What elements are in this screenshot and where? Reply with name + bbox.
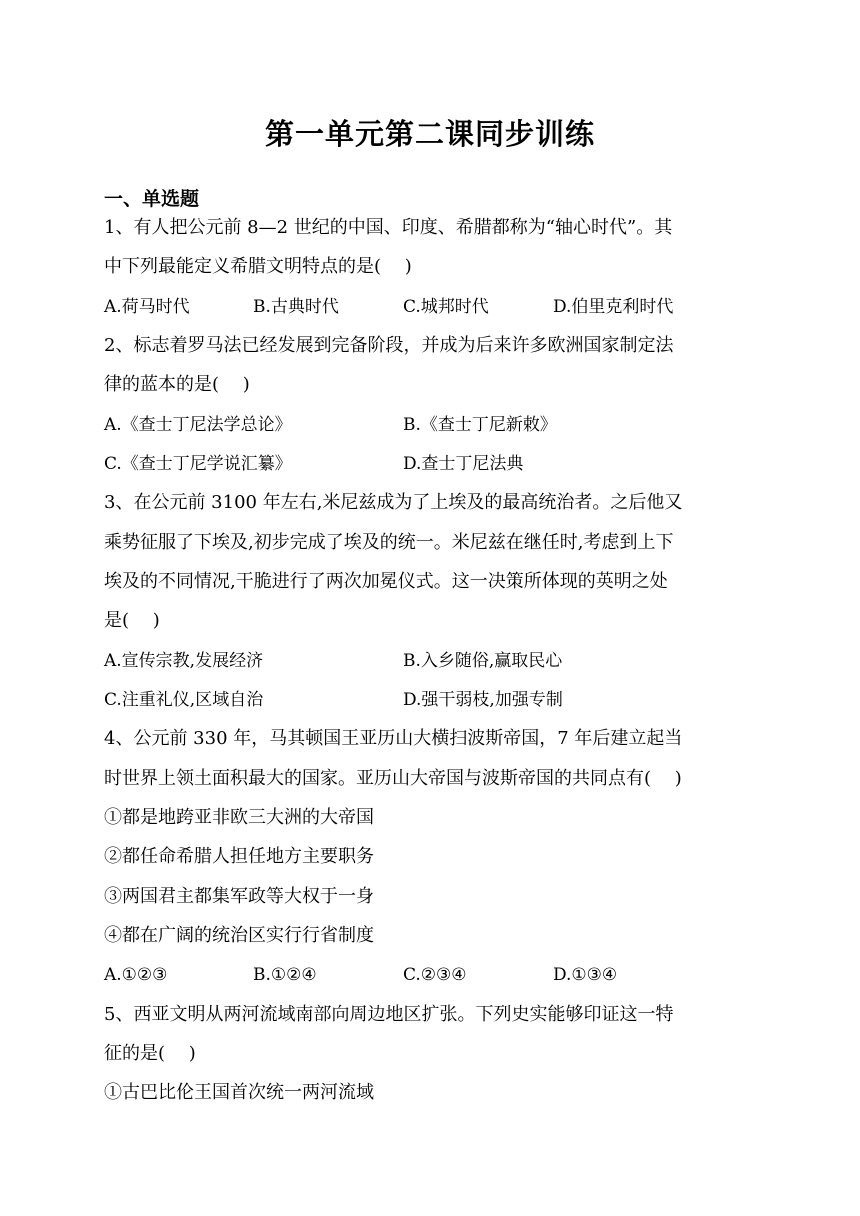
question-4-statement-3: ③两国君主都集军政等大权于一身 <box>104 886 374 907</box>
question-4-line-1: 4、公元前 330 年，马其顿国王亚历山大横扫波斯帝国，7 年后建立起当 <box>104 728 683 749</box>
question-2-option-d: D.查士丁尼法典 <box>403 454 524 474</box>
question-5-line-2: 征的是( ) <box>104 1043 196 1064</box>
question-4-option-a: A.①②③ <box>104 965 168 985</box>
question-3-line-2: 乘势征服了下埃及,初步完成了埃及的统一。米尼兹在继任时,考虑到上下 <box>104 532 674 553</box>
section-heading: 一、单选题 <box>104 188 200 210</box>
question-3-option-b: B.入乡随俗,赢取民心 <box>403 651 563 671</box>
question-1-option-d: D.伯里克利时代 <box>553 297 674 317</box>
question-2-option-b: B.《查士丁尼新敕》 <box>403 415 557 435</box>
question-2-line-1: 2、标志着罗马法已经发展到完备阶段，并成为后来许多欧洲国家制定法 <box>104 335 674 356</box>
question-1-option-c: C.城邦时代 <box>403 297 489 317</box>
question-3-line-4: 是( ) <box>104 610 160 631</box>
question-4-option-b: B.①②④ <box>253 965 317 985</box>
question-2-option-a: A.《查士丁尼法学总论》 <box>104 415 292 435</box>
question-2-option-c: C.《查士丁尼学说汇纂》 <box>104 454 292 474</box>
question-1-option-b: B.古典时代 <box>253 297 339 317</box>
question-3-option-a: A.宣传宗教,发展经济 <box>104 651 264 671</box>
question-4-statement-2: ②都任命希腊人担任地方主要职务 <box>104 846 374 867</box>
question-2-line-2: 律的蓝本的是( ) <box>104 374 250 395</box>
question-4-option-c: C.②③④ <box>403 965 467 985</box>
question-3-option-d: D.强干弱枝,加强专制 <box>403 690 563 710</box>
question-5-statement-1: ①古巴比伦王国首次统一两河流域 <box>104 1082 374 1103</box>
question-4-line-2: 时世界上领土面积最大的国家。亚历山大帝国与波斯帝国的共同点有( ) <box>104 768 682 789</box>
question-1-option-a: A.荷马时代 <box>104 297 190 317</box>
question-3-option-c: C.注重礼仪,区域自治 <box>104 690 264 710</box>
page-title: 第一单元第二课同步训练 <box>264 117 595 151</box>
question-5-line-1: 5、西亚文明从两河流域南部向周边地区扩张。下列史实能够印证这一特 <box>104 1004 674 1025</box>
question-1-line-2: 中下列最能定义希腊文明特点的是( ) <box>104 256 412 277</box>
question-4-option-d: D.①③④ <box>553 965 618 985</box>
question-1-line-1: 1、有人把公元前 8—2 世纪的中国、印度、希腊都称为“轴心时代”。其 <box>104 217 673 238</box>
question-4-statement-4: ④都在广阔的统治区实行行省制度 <box>104 925 374 946</box>
question-3-line-3: 埃及的不同情况,干脆进行了两次加冕仪式。这一决策所体现的英明之处 <box>104 571 668 592</box>
question-4-statement-1: ①都是地跨亚非欧三大洲的大帝国 <box>104 807 374 828</box>
question-3-line-1: 3、在公元前 3100 年左右,米尼兹成为了上埃及的最高统治者。之后他又 <box>104 492 683 513</box>
